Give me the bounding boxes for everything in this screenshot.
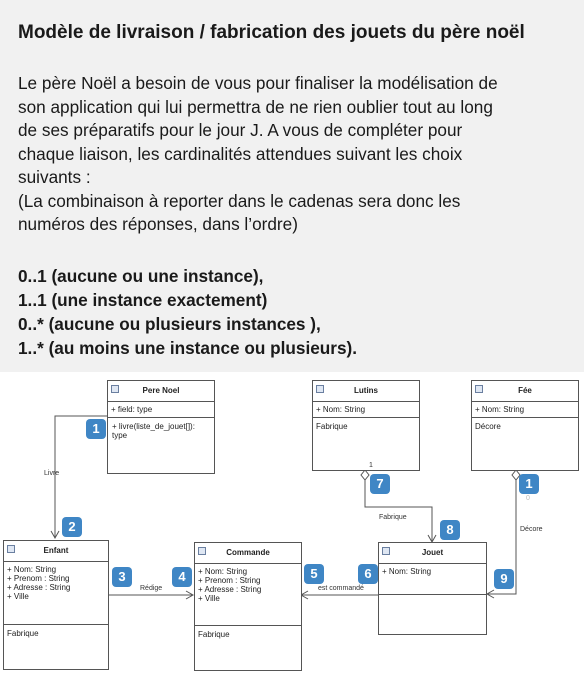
answer-badge-8: 8	[440, 520, 460, 540]
answer-badge-9: 9	[494, 569, 514, 589]
intro-line: de ses préparatifs pour le jour J. A vous de compléter pour	[18, 120, 463, 140]
operation: Fabrique	[198, 630, 230, 639]
attribute: + Nom: String	[475, 405, 525, 414]
class-attributes	[4, 562, 108, 625]
class-name: Pere Noel	[142, 386, 180, 395]
class-commande	[194, 542, 302, 671]
class-fee	[471, 380, 579, 471]
multiplicity-label: 0	[526, 495, 530, 502]
attribute: + Nom: String	[382, 567, 432, 576]
class-name: Lutins	[354, 386, 378, 395]
relation-label-decore: Décore	[520, 526, 543, 533]
class-operations	[472, 418, 578, 435]
answer-badge-4: 4	[172, 567, 192, 587]
class-attributes	[108, 402, 214, 418]
class-operations	[313, 418, 419, 435]
class-operations	[195, 626, 301, 643]
intro-line: numéros des réponses, dans l’ordre)	[18, 214, 298, 234]
attribute: + Prenom : String	[198, 576, 261, 585]
intro-line: son application qui lui permettra de ne rien oublier tout au long	[18, 96, 493, 117]
attribute: + Prenom : String	[7, 574, 70, 583]
class-attributes	[313, 402, 419, 418]
operation: Fabrique	[316, 422, 348, 431]
class-attributes	[379, 564, 486, 595]
answer-badge-6: 6	[358, 564, 378, 584]
choice-item: 0..* (aucune ou plusieurs instances ),	[18, 314, 321, 334]
class-jouet	[378, 542, 487, 635]
operation: Fabrique	[7, 629, 39, 638]
answer-badge-7: 7	[370, 474, 390, 494]
answer-badge-2: 2	[62, 517, 82, 537]
multiplicity-label: 1	[369, 462, 373, 469]
class-pere-noel	[107, 380, 215, 474]
relation-label-livre: Livre	[44, 470, 60, 477]
relation-label-est-commande: est commandé	[318, 585, 364, 592]
attribute: + Ville	[7, 592, 29, 601]
uml-diagram	[0, 372, 584, 682]
intro-line: (La combinaison à reporter dans le cadenas sera donc les	[18, 190, 461, 211]
answer-badge-1: 1	[86, 419, 106, 439]
class-operations	[379, 595, 486, 603]
cardinality-choices	[18, 264, 357, 360]
class-attributes	[195, 564, 301, 626]
class-operations	[4, 625, 108, 642]
class-operations	[108, 418, 214, 444]
attribute: + Adresse : String	[7, 583, 71, 592]
intro-line: chaque liaison, les cardinalités attendues suivant les choix	[18, 143, 463, 164]
intro-line: Le père Noël a besoin de vous pour finaliser la modélisation de	[18, 73, 498, 93]
attribute: + field: type	[111, 405, 153, 414]
operation: Décore	[475, 422, 501, 431]
class-name: Enfant	[43, 546, 69, 555]
attribute: + Adresse : String	[198, 585, 262, 594]
attribute: + Nom: String	[316, 405, 366, 414]
class-name: Commande	[226, 548, 270, 557]
operation: + livre(liste_de_jouet[]): type	[112, 422, 195, 440]
relation-label-fabrique: Fabrique	[379, 514, 407, 521]
choice-item: 1..1 (une instance exactement)	[18, 290, 268, 310]
class-lutins	[312, 380, 420, 471]
class-name: Jouet	[421, 548, 444, 557]
attribute: + Ville	[198, 594, 220, 603]
answer-badge-5: 5	[304, 564, 324, 584]
choice-item: 0..1 (aucune ou une instance),	[18, 266, 264, 286]
page-title: Modèle de livraison / fabrication des jouets du père noël	[18, 22, 525, 43]
attribute: + Nom: String	[198, 567, 248, 576]
intro-text	[18, 72, 498, 237]
attribute: + Nom: String	[7, 565, 57, 574]
intro-line: suivants :	[18, 167, 91, 187]
class-name: Fée	[518, 386, 532, 395]
answer-badge-3: 3	[112, 567, 132, 587]
choice-item: 1..* (au moins une instance ou plusieurs).	[18, 338, 358, 358]
class-enfant	[3, 540, 109, 670]
class-attributes	[472, 402, 578, 418]
relation-label-redige: Rédige	[140, 585, 163, 592]
answer-badge-1b: 1	[519, 474, 539, 494]
